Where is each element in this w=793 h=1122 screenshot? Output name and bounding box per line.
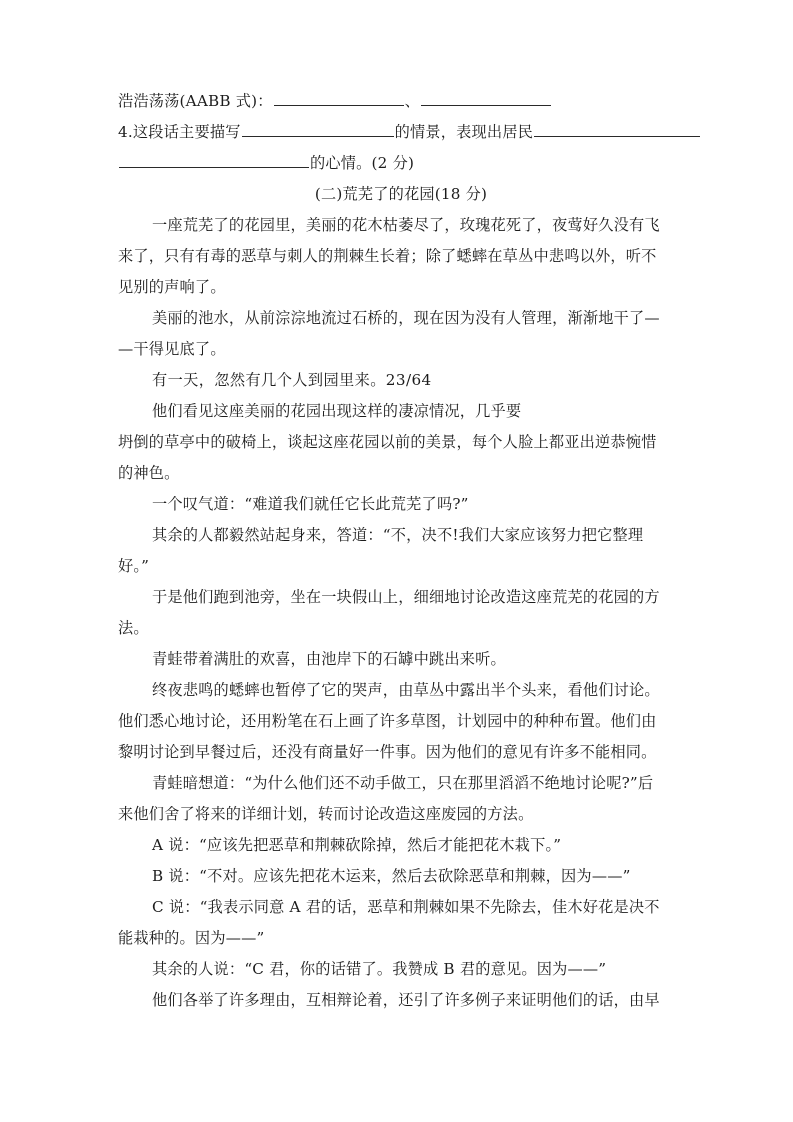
dialogue-line-a: A 说：“应该先把恶草和荆棘砍除掉，然后才能把花木栽下。” [152, 836, 562, 854]
passage-line: 见别的声响了。 [118, 278, 226, 296]
passage-line: 一座荒芜了的花园里，美丽的花木枯萎尽了，玫瑰花死了，夜莺好久没有飞 [152, 216, 660, 234]
answer-blank-q4-2[interactable] [534, 121, 700, 137]
question-4-text-part-3: 的心情。(2 分) [310, 154, 415, 172]
passage-line: —干得见底了。 [118, 340, 226, 358]
passage-line: 的神色。 [118, 464, 180, 482]
passage-line: 他们各举了许多理由，互相辩论着，还引了许多例子来证明他们的话，由早 [152, 991, 660, 1009]
passage-line: 好。” [118, 557, 150, 575]
blank-separator: 、 [404, 92, 420, 110]
dialogue-line-others: 其余的人说：“C 君，你的话错了。我赞成 B 君的意见。因为——” [152, 960, 607, 978]
answer-blank-q4-3[interactable] [119, 152, 309, 168]
dialogue-line-c-cont: 能栽种的。因为——” [118, 929, 265, 947]
question-4-line-2 [118, 148, 684, 179]
passage-line: 黎明讨论到早餐过后，还没有商量好一件事。因为他们的意见有许多不能相同。 [118, 743, 657, 761]
dialogue-line-c: C 说：“我表示同意 A 君的话，恶草和荆棘如果不先除去，佳木好花是决不 [152, 898, 660, 916]
passage-line: 来他们舍了将来的详细计划，转而讨论改造这座废园的方法。 [118, 805, 534, 823]
passage-line: 美丽的池水，从前淙淙地流过石桥的，现在因为没有人管理，渐渐地干了— [152, 309, 660, 327]
passage-line: 他们悉心地讨论，还用粉笔在石上画了许多草图，计划园中的种种布置。他们由 [118, 712, 657, 730]
reading-section-heading: (二)荒芜了的花园(18 分) [314, 185, 488, 203]
passage-line: 青蛙暗想道：“为什么他们还不动手做工，只在那里滔滔不绝地讨论呢?”后 [152, 774, 654, 792]
passage-line: 他们看见这座美丽的花园出现这样的凄凉情况，几乎要 [152, 402, 522, 420]
question-4-text-part-1: 4.这段话主要描写 [118, 123, 241, 141]
passage-line: 于是他们跑到池旁，坐在一块假山上，细细地讨论改造这座荒芜的花园的方 [152, 588, 660, 606]
question-4-text-part-2: 的情景，表现出居民 [394, 123, 534, 141]
exercise-aabb-line [118, 86, 684, 117]
passage-line: 其余的人都毅然站起身来，答道：“不，决不!我们大家应该努力把它整理 [152, 526, 644, 544]
passage-line: 青蛙带着满肚的欢喜，由池岸下的石罅中跳出来听。 [152, 650, 506, 668]
answer-blank-aabb-2[interactable] [421, 90, 551, 106]
passage-line: 一个叹气道：“难道我们就任它长此荒芜了吗?” [152, 495, 469, 513]
question-4-line-1 [118, 117, 684, 148]
passage-line: 坍倒的草亭中的破椅上，谈起这座花园以前的美景，每个人脸上都亚出逆恭惋惜 [118, 433, 657, 451]
exercise-aabb-label: 浩浩荡荡(AABB 式)： [118, 92, 273, 110]
page-content [118, 86, 684, 1016]
passage-line: 终夜悲鸣的蟋蟀也暂停了它的哭声，由草丛中露出半个头来，看他们讨论。 [152, 681, 660, 699]
answer-blank-aabb-1[interactable] [274, 90, 404, 106]
passage-line: 法。 [118, 619, 149, 637]
passage-line-with-page-marker: 有一天，忽然有几个人到园里来。23/64 [152, 371, 432, 389]
answer-blank-q4-1[interactable] [242, 121, 394, 137]
dialogue-line-b: B 说：“不对。应该先把花木运来，然后去砍除恶草和荆棘，因为——” [152, 867, 631, 885]
passage-line: 来了，只有有毒的恶草与刺人的荆棘生长着；除了蟋蟀在草丛中悲鸣以外，听不 [118, 247, 657, 265]
